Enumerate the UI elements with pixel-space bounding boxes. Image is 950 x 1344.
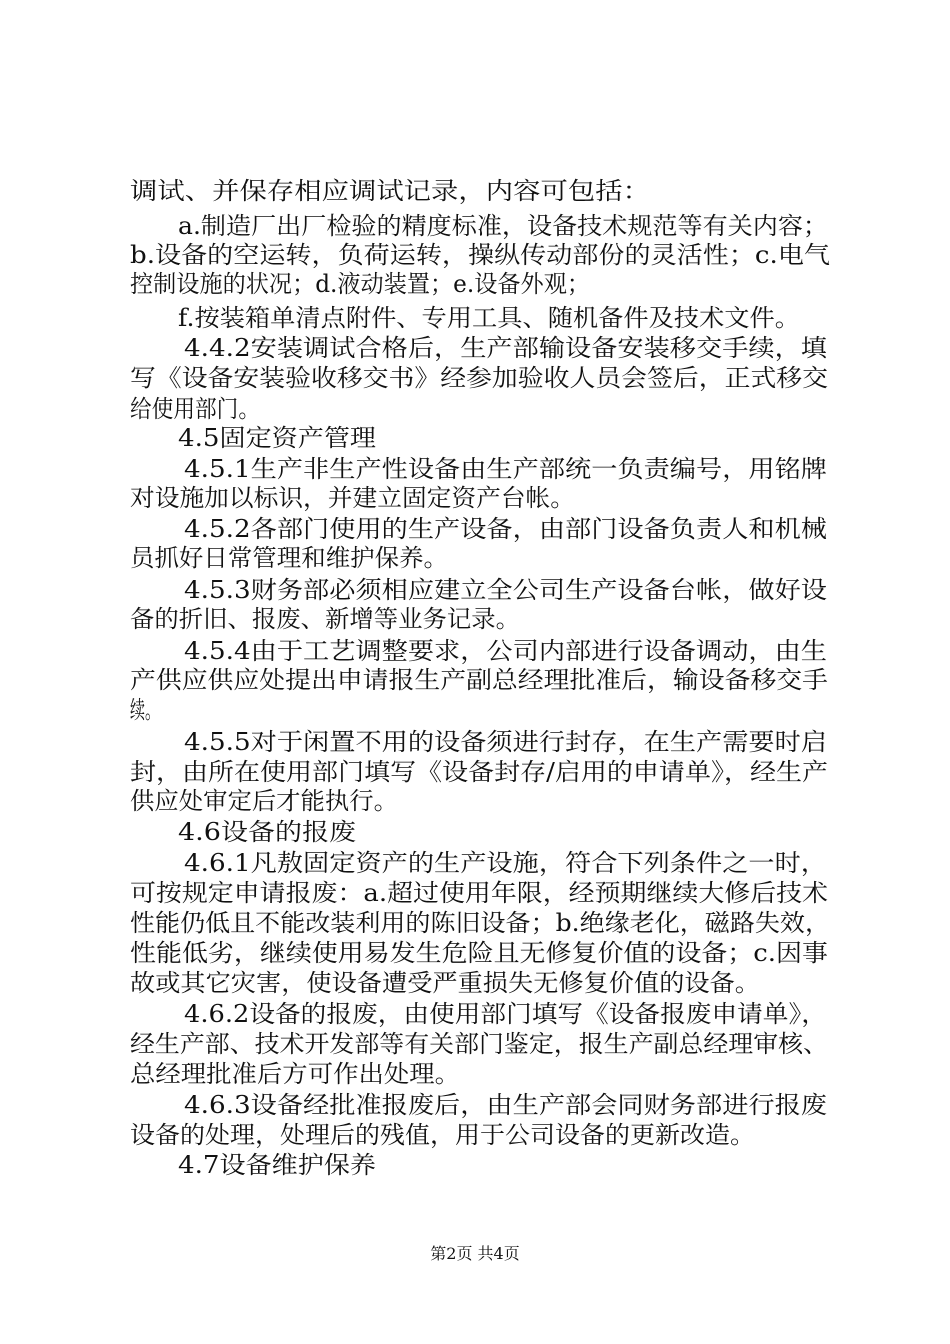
line-text: 备的折旧、报废、新增等业务记录。 [130, 605, 520, 633]
text-line [0, 784, 950, 818]
line-text: 控制设施的状况；d.液动装置；e.设备外观； [130, 270, 590, 298]
line-text: 经生产部、技术开发部等有关部门鉴定，报生产副总经理审核、 [130, 1030, 828, 1058]
text-line [0, 602, 950, 636]
line-text: 4.6.3设备经批准报废后，由生产部会同财务部进行报废 [184, 1091, 827, 1119]
line-text: 对设施加以标识，并建立固定资产台帐。 [130, 484, 575, 512]
line-text: 4.6设备的报废 [178, 818, 356, 846]
line-text: f.按装箱单清点附件、专用工具、随机备件及技术文件。 [178, 304, 800, 332]
text-line [0, 1057, 950, 1091]
text-line [0, 966, 950, 1000]
line-text: 4.6.2设备的报废，由使用部门填写《设备报废申请单》， [184, 1000, 827, 1028]
line-text: 可按规定申请报废：a.超过使用年限，经预期继续大修后技术 [130, 879, 828, 907]
line-text: b.设备的空运转，负荷运转，操纵传动部份的灵活性；c.电气 [130, 241, 830, 269]
line-text: 员抓好日常管理和维护保养。 [130, 544, 448, 572]
text-line [0, 815, 950, 849]
text-line [0, 1148, 950, 1182]
line-text: 续。 [130, 696, 160, 724]
line-text: 性能仍低且不能改装利用的陈旧设备；b.绝缘老化，磁路失效， [130, 909, 830, 937]
text-line [0, 267, 950, 301]
line-text: 4.5.4由于工艺调整要求，公司内部进行设备调动，由生 [184, 637, 827, 665]
text-line [0, 421, 950, 455]
text-line [0, 361, 950, 395]
text-line [0, 481, 950, 515]
text-line [0, 693, 950, 727]
text-line [0, 1027, 950, 1061]
text-line [0, 936, 950, 970]
text-line [0, 1118, 950, 1152]
line-text: 设备的处理，处理后的残值，用于公司设备的更新改造。 [130, 1121, 755, 1149]
line-text: 封，由所在使用部门填写《设备封存/启用的申请单》，经生产 [130, 758, 828, 786]
line-text: 产供应供应处提出申请报生产副总经理批准后，输设备移交手 [130, 666, 828, 694]
text-line [0, 331, 950, 365]
line-text: 写《设备安装验收移交书》经参加验收人员会签后，正式移交 [130, 364, 828, 392]
text-line [0, 725, 950, 759]
line-text: 4.4.2安装调试合格后，生产部输设备安装移交手续，填 [184, 334, 827, 362]
line-text: 故或其它灾害，使设备遭受严重损失无修复价值的设备。 [130, 969, 760, 997]
page-footer: 第2页 共4页 [430, 1244, 520, 1263]
line-text: 调试、并保存相应调试记录，内容可包括： [130, 177, 650, 205]
text-line [0, 846, 950, 880]
line-text: 4.5.3财务部必须相应建立全公司生产设备台帐，做好设 [184, 576, 827, 604]
line-text: 给使用部门。 [130, 395, 260, 423]
line-text: 4.5.2各部门使用的生产设备，由部门设备负责人和机械 [184, 515, 827, 543]
text-line [0, 906, 950, 940]
line-text: 4.6.1凡敖固定资产的生产设施，符合下列条件之一时， [184, 849, 827, 877]
line-text: 供应处审定后才能执行。 [130, 787, 398, 815]
text-line [0, 876, 950, 910]
text-line [0, 1088, 950, 1122]
line-text: 4.5固定资产管理 [178, 424, 376, 452]
text-line [0, 663, 950, 697]
line-text: 4.5.5对于闲置不用的设备须进行封存，在生产需要时启 [184, 728, 827, 756]
line-text: 总经理批准后方可作出处理。 [130, 1060, 460, 1088]
line-text: 性能低劣，继续使用易发生危险且无修复价值的设备；c.因事 [130, 939, 828, 967]
text-line [0, 301, 950, 335]
text-line [0, 174, 950, 208]
line-text: 4.5.1生产非生产性设备由生产部统一负责编号，用铭牌 [184, 455, 827, 483]
text-line [0, 541, 950, 575]
line-text: 4.7设备维护保养 [178, 1151, 376, 1179]
line-text: a.制造厂出厂检验的精度标准，设备技术规范等有关内容； [178, 212, 828, 240]
text-line [0, 997, 950, 1031]
